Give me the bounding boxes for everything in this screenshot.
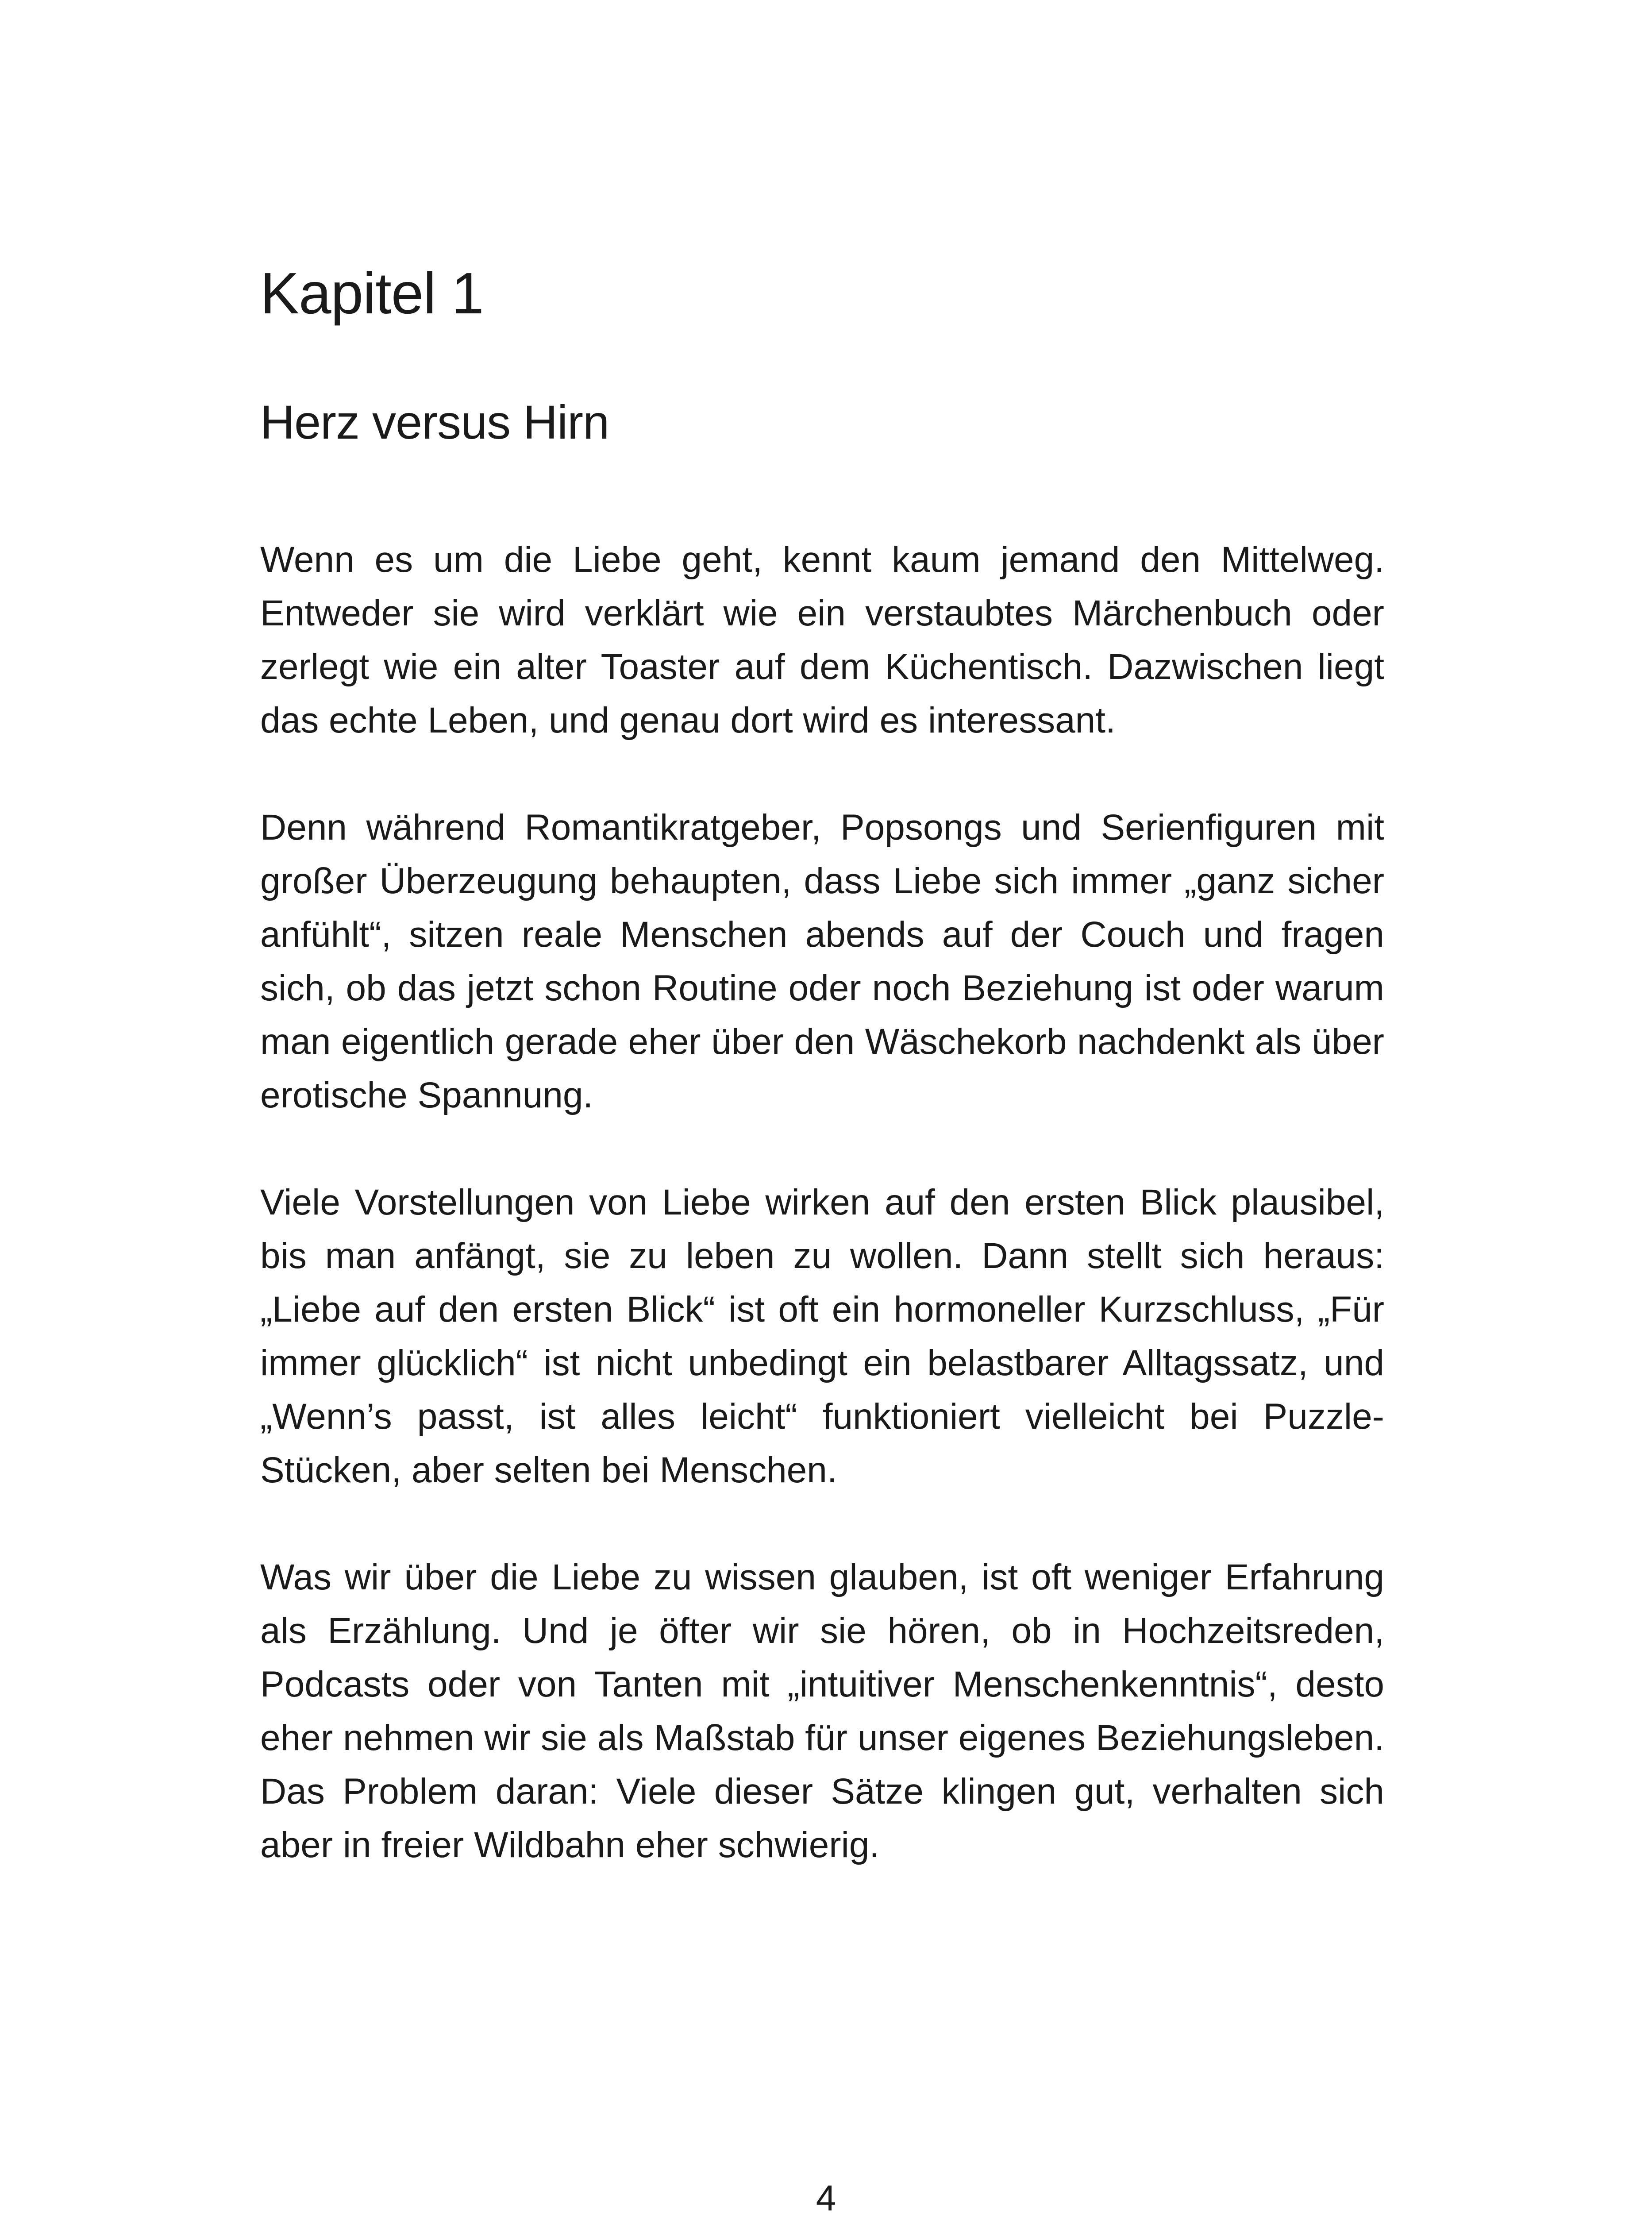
body-paragraph-1: Wenn es um die Liebe geht, kennt kaum jemand den Mittelweg. Entweder sie wird verklärt wie ein verstaubtes Märchenbuch oder zerlegt wie ein alter Toaster auf dem Küchentisch. Dazwischen liegt das echte Leben, und genau dort wird es interessant.	[260, 539, 1384, 740]
chapter-label: Kapitel 1	[260, 261, 484, 326]
page-content	[260, 261, 1384, 1925]
page-number: 4	[816, 2178, 836, 2213]
body-paragraph-4: Was wir über die Liebe zu wissen glauben, ist oft weniger Erfahrung als Erzählung. Und je öfter wir sie hören, ob in Hochzeitsreden, Podcasts oder von Tanten mit „intuitiver Menschenkenntnis“, desto eher nehmen wir sie als Maßstab für unser eigenes Beziehungsleben. Das Problem daran: Viele dieser Sätze klingen gut, verhalten sich aber in freier Wildbahn eher schwierig.	[260, 1557, 1384, 1865]
body-paragraph-2: Denn während Romantikratgeber, Popsongs und Serienfiguren mit großer Überzeugung behaupten, dass Liebe sich immer „ganz sicher anfühlt“, sitzen reale Menschen abends auf der Couch und fragen sich, ob das jetzt schon Routine oder noch Beziehung ist oder warum man eigentlich gerade eher über den Wäschekorb nachdenkt als über erotische Spannung.	[260, 807, 1384, 1115]
body-paragraph-3: Viele Vorstellungen von Liebe wirken auf den ersten Blick plausibel, bis man anfängt, sie zu leben zu wollen. Dann stellt sich heraus: „Liebe auf den ersten Blick“ ist oft ein hormoneller Kurzschluss, „Für immer glücklich“ ist nicht unbedingt ein belastbarer Alltagssatz, und „Wenn’s passt, ist alles leicht“ funktioniert vielleicht bei Puzzle-Stücken, aber selten bei Menschen.	[260, 1182, 1384, 1490]
chapter-title: Herz versus Hirn	[260, 395, 609, 449]
